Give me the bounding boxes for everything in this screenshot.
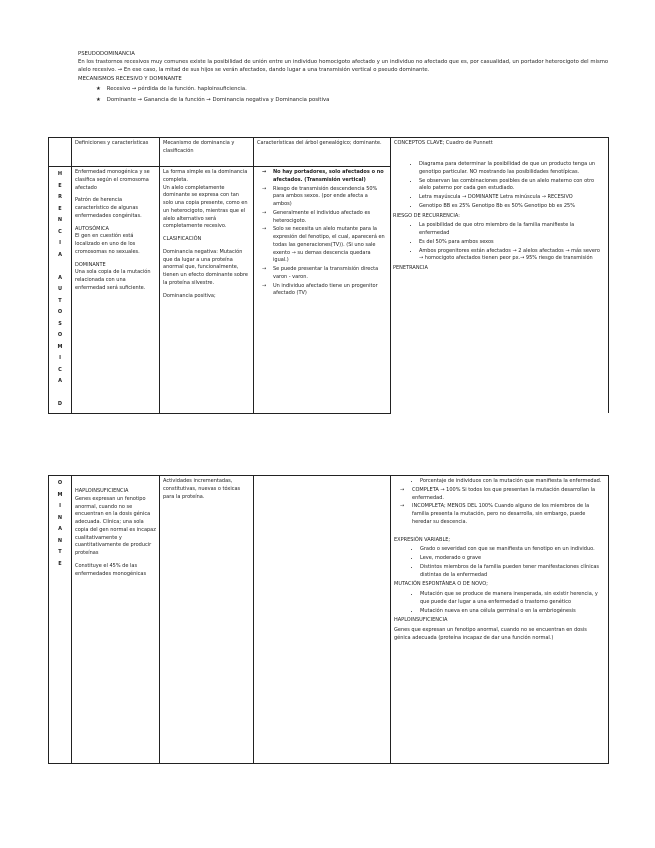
side-label-herencia: H E R E N C I A A U T O S O M I C A D bbox=[49, 167, 72, 414]
cell-penetrancia bbox=[391, 476, 609, 764]
list-item: ★ Recesivo → pérdida de la función. haploinsuficiencia. bbox=[96, 85, 247, 92]
list-item: • Grado o severidad con que se manifiesta un fenotipo en un individuo. bbox=[420, 546, 605, 554]
list-item: → INCOMPLETA; MENOS DEL 100% Cuando alguno de los miembros de la familia presenta la mutación, pero no desarrolla, sin embargo, puede heredar su descencia. bbox=[412, 503, 605, 526]
cell-haploinsuficiencia: HAPLOINSUFICIENCIA Genes expresan un fenotipo anormal, cuando no se encuentran en la dosis génica adecuada. Clínica; una sola copia del gen normal es incapaz cualitativamente y cuantitativamente de producir proteínas Constituye el 45% de las enfermedades monogénicas bbox=[72, 476, 160, 764]
list-item: • Genotipo BB es 25% Genotipo Bb es 50% Genotipo bb es 25% bbox=[419, 203, 605, 211]
intro-section bbox=[78, 50, 618, 107]
list-item: • Leve, moderado o grave bbox=[420, 555, 605, 563]
header-conceptos: CONCEPTOS CLAVE; Cuadro de Punnett bbox=[391, 138, 609, 414]
table-row bbox=[49, 476, 609, 764]
list-item: • Se observan las combinaciones posibles de un alelo materno con otro alelo paterno por cada gen estudiado. bbox=[419, 178, 605, 194]
mechanisms-title: MECANISMOS RECESIVO Y DOMINANTE bbox=[78, 75, 182, 82]
expresion-title: EXPRESIÓN VARIABLE; bbox=[394, 536, 451, 543]
side-label-dominante: O M I N A N T E bbox=[49, 476, 72, 764]
list-item: • Diagrama para determinar la posibilidad de que un producto tenga un genotipo particular. NO mostrando las posibilidades fenotípicas. bbox=[419, 161, 605, 177]
list-item: → Solo se necesita un alelo mutante para la expresión del fenotipo, el cual, aparecerá en todas las generaciones(TV)). (Si uno sale exento → su demas descencia quedara igual.) bbox=[273, 226, 387, 265]
mechanisms-list bbox=[78, 85, 618, 104]
list-item: • Mutación nueva en una célula germinal o en la embriogénesis bbox=[420, 608, 605, 616]
list-item: → Riesgo de transmisión descendencia 50% para ambos sexos. (por ende afecta a ambos) bbox=[273, 186, 387, 209]
list-item: • Es del 50% para ambos sexos bbox=[419, 239, 605, 247]
list-item: • Ambos progenitores están afectados → 2 alelos afectados → más severo → homocigoto afectados tienen peor px.→ 95% riesgo de transmisión bbox=[419, 248, 605, 264]
penetrancia-title: PENETRANCIA bbox=[393, 265, 428, 271]
list-item: • Letra mayúscula → DOMINANTE Letra minúscula → RECESIVO bbox=[419, 194, 605, 202]
list-item: • Mutación que se produce de manera inesperada, sin existir herencia, y que puede dar lugar a una enfermedad o trastorno genético bbox=[420, 591, 605, 607]
mutacion-title: MUTACIÓN ESPONTÁNEA O DE NOVO; bbox=[394, 581, 488, 588]
cell-arbol bbox=[254, 167, 391, 414]
header-mecanismo: Mecanismo de dominancia y clasificación bbox=[160, 138, 254, 167]
haplo-text: Genes que expresan un fenotipo anormal, cuando no se encuentran en dosis génica adecuada (proteína incapaz de dar una función normal.) bbox=[394, 627, 587, 641]
star-icon: ★ bbox=[96, 85, 101, 92]
star-icon: ★ bbox=[96, 97, 101, 104]
header-definiciones: Definiciones y características bbox=[72, 138, 160, 167]
list-item: ★ Dominante → Ganancia de la función → Dominancia negativa y Dominancia positiva bbox=[96, 97, 330, 104]
list-item: • Porcentaje de individuos con la mutación que manifiesta la enfermedad. bbox=[420, 478, 605, 486]
list-item: → Se puede presentar la transmisión directa varon - varon. bbox=[273, 266, 387, 282]
cell-definiciones: Enfermedad monogénica y se clasifica según el cromosoma afectado Patrón de herencia característico de algunas enfermedades congénitas. AUTOSÓMICA El gen en cuestión está localizado en uno de los cromosomas no sexuales. DOMINANTE Una sola copia de la mutación relacionada con una enfermedad será suficiente. bbox=[72, 167, 160, 414]
intro-title: PSEUDODOMINANCIA bbox=[78, 51, 135, 57]
cell-conceptos-content bbox=[393, 161, 605, 275]
table-dominante bbox=[48, 475, 609, 764]
cell-empty bbox=[254, 476, 391, 764]
list-item: → No hay portadores, solo afectados o no afectados. (Transmisión vertical) bbox=[273, 169, 387, 185]
list-item: • Distintos miembros de la familia pueden tener manifestaciones clínicas distintas de la enfermedad bbox=[420, 564, 605, 580]
header-arbol: Características del árbol genealógico; dominante. bbox=[254, 138, 391, 167]
risk-title: RIESGO DE RECURRENCIA: bbox=[393, 212, 460, 219]
list-item: → Un individuo afectado tiene un progenitor afectado (TV) bbox=[273, 283, 387, 299]
list-item: • La posibilidad de que otro miembro de la familia manifieste la enfermedad bbox=[419, 222, 605, 238]
cell-actividades: Actividades incrementadas, constitutivas, nuevas o tóxicas para la proteína. bbox=[160, 476, 254, 764]
intro-paragraph: En los trastornos recesivos muy comunes existe la posibilidad de unión entre un individuo homocigoto afectado y un individuo no afectado que es, por casualidad, un portador heterocigoto del mismo alelo recesivo. → En ese caso, la mitad de sus hijos se verán afectados, dando lugar a una transmisión vertical o pseudo dominante. bbox=[78, 59, 609, 74]
haplo-title: HAPLOINSUFICIENCIA bbox=[394, 617, 448, 624]
list-item: → Generalmente el individuo afectado es heterocigoto. bbox=[273, 210, 387, 226]
list-item: → COMPLETA → 100% Si todos los que presentan la mutación desarrollan la enfermedad. bbox=[412, 487, 605, 503]
cell-mecanismo: La forma simple es la dominancia completa. Un alelo completamente dominante se expresa con tan solo una copia presente, como en un heterocigoto, mientras que el alelo alternativo será completamente recesivo. CLASIFICACIÓN Dominancia negativa: Mutación que da lugar a una proteína anormal que, funcionalmente, tienen un efecto dominante sobre la proteína silvestre. Dominancia positiva; bbox=[160, 167, 254, 414]
